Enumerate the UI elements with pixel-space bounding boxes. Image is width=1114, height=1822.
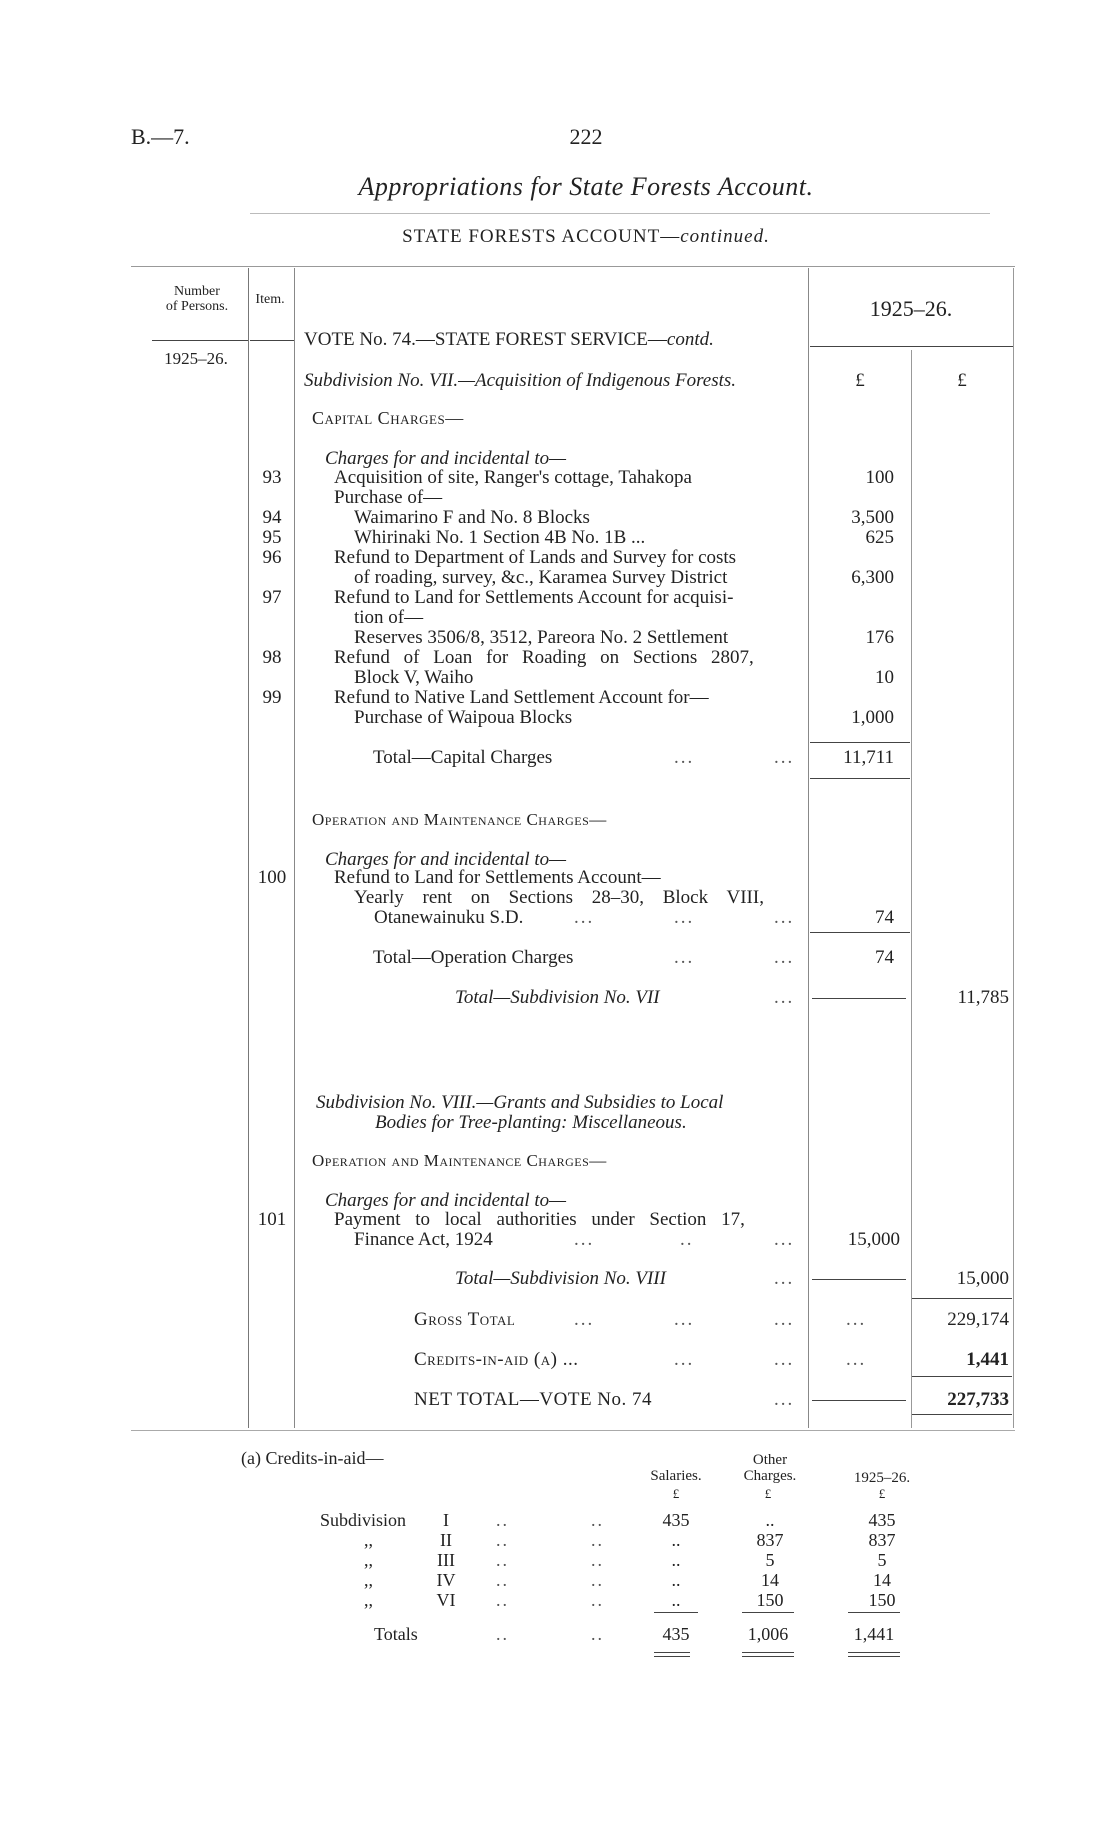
item-amount: 10 bbox=[875, 667, 894, 688]
footnote-row-total: 5 bbox=[877, 1550, 887, 1570]
net-total-label: NET TOTAL—VOTE No. 74 bbox=[414, 1389, 653, 1410]
footnote-row-roman: IV bbox=[436, 1570, 456, 1590]
footnote-totals-label: Totals bbox=[374, 1624, 418, 1644]
footnote-pound-3: £ bbox=[878, 1486, 886, 1501]
item-number: 98 bbox=[262, 647, 282, 668]
footnote-row-total: 150 bbox=[868, 1590, 896, 1610]
item-amount: 1,000 bbox=[851, 707, 894, 728]
gross-total-label: Gross Total bbox=[414, 1309, 516, 1330]
total-om-amount: 74 bbox=[875, 947, 894, 968]
credits-year-placeholder: ... bbox=[846, 1349, 867, 1370]
footnote-row-other: 837 bbox=[756, 1530, 784, 1550]
footnote-row-salaries: .. bbox=[671, 1570, 681, 1590]
page-subtitle: STATE FORESTS ACCOUNT—continued. bbox=[402, 226, 770, 247]
footnote-total-year: 1,441 bbox=[853, 1624, 895, 1644]
footnote-row-other: .. bbox=[765, 1510, 775, 1530]
footnote-row-roman: VI bbox=[436, 1590, 456, 1610]
footnote-row-salaries: .. bbox=[671, 1530, 681, 1550]
total-sub8-amount: 15,000 bbox=[956, 1268, 1009, 1289]
footnote-row-total: 435 bbox=[868, 1510, 896, 1530]
sub8-charges-label: Charges for and incidental to— bbox=[325, 1190, 567, 1211]
item-column-header: Item. bbox=[255, 292, 285, 307]
subdivision-8-heading-1: Subdivision No. VIII.—Grants and Subsidies to Local bbox=[316, 1092, 724, 1113]
item-text-line: Acquisition of site, Ranger's cottage, Tahakopa bbox=[334, 467, 692, 488]
item-text-line: Purchase of— bbox=[334, 487, 443, 508]
item-text-line: Refund of Loan for Roading on Sections 2807, bbox=[334, 647, 754, 668]
footnote-row-total: 14 bbox=[873, 1570, 891, 1590]
om-item-line-1: Refund to Land for Settlements Account— bbox=[334, 867, 661, 888]
footnote-total-other: 1,006 bbox=[747, 1624, 789, 1644]
om-charges-heading: Operation and Maintenance Charges— bbox=[312, 810, 607, 829]
item-text-line: Refund to Native Land Settlement Account for— bbox=[334, 687, 709, 708]
footnote-col-other: Other Charges. bbox=[743, 1452, 797, 1484]
item-text-line: Waimarino F and No. 8 Blocks bbox=[354, 507, 590, 528]
footnote-row-salaries: 435 bbox=[662, 1510, 690, 1530]
footnote-row-other: 150 bbox=[756, 1590, 784, 1610]
credits-in-aid-amount: 1,441 bbox=[966, 1349, 1009, 1370]
item-amount: 6,300 bbox=[851, 567, 894, 588]
item-text-line: of roading, survey, &c., Karamea Survey District bbox=[354, 567, 728, 588]
subdivision-8-heading-2: Bodies for Tree-planting: Miscellaneous. bbox=[375, 1112, 687, 1133]
credits-in-aid-label: Credits-in-aid (a) ... bbox=[414, 1349, 579, 1370]
footnote-col-salaries: Salaries. bbox=[650, 1468, 702, 1484]
total-capital-label: Total—Capital Charges bbox=[373, 747, 553, 768]
item-text-line: Purchase of Waipoua Blocks bbox=[354, 707, 573, 728]
capital-charges-heading: Capital Charges— bbox=[312, 408, 464, 428]
footnote-row-label: Subdivision bbox=[320, 1510, 407, 1530]
footnote-row-other: 14 bbox=[761, 1570, 779, 1590]
footnote-row-roman: III bbox=[437, 1550, 455, 1570]
footnote-row-total: 837 bbox=[868, 1530, 896, 1550]
sub8-item-amount: 15,000 bbox=[847, 1229, 900, 1250]
item-number: 95 bbox=[262, 527, 282, 548]
sub8-om-heading: Operation and Maintenance Charges— bbox=[312, 1151, 607, 1170]
persons-column-header: Number of Persons. bbox=[165, 284, 229, 314]
item-number: 96 bbox=[262, 547, 282, 568]
item-number: 94 bbox=[262, 507, 282, 528]
item-amount: 100 bbox=[865, 467, 894, 488]
footnote-row-roman: I bbox=[443, 1510, 449, 1530]
footnote-row-salaries: .. bbox=[671, 1590, 681, 1610]
footnote-col-year: 1925–26. bbox=[853, 1470, 911, 1486]
item-text-line: Refund to Department of Lands and Survey for costs bbox=[334, 547, 737, 568]
item-number-100: 100 bbox=[257, 867, 287, 888]
item-number: 93 bbox=[262, 467, 282, 488]
total-capital-amount: 11,711 bbox=[843, 747, 894, 768]
pound-sign-2: £ bbox=[957, 370, 967, 391]
footnote-row-label: ,, bbox=[364, 1550, 373, 1570]
vote-heading: VOTE No. 74.—STATE FOREST SERVICE—contd. bbox=[304, 329, 714, 350]
footnote-title: (a) Credits-in-aid— bbox=[241, 1448, 384, 1468]
om-item-amount: 74 bbox=[875, 907, 894, 928]
item-text-line: Reserves 3506/8, 3512, Pareora No. 2 Settlement bbox=[354, 627, 729, 648]
footnote-row-label: ,, bbox=[364, 1590, 373, 1610]
pound-sign-1: £ bbox=[855, 370, 865, 391]
item-number: 97 bbox=[262, 587, 282, 608]
om-charges-incidental-label: Charges for and incidental to— bbox=[325, 849, 567, 870]
footnote-row-label: ,, bbox=[364, 1530, 373, 1550]
om-item-line-3: Otanewainuku S.D. bbox=[374, 907, 524, 928]
total-om-label: Total—Operation Charges bbox=[373, 947, 574, 968]
sub8-item-line-1: Payment to local authorities under Section 17, bbox=[334, 1209, 745, 1230]
item-text-line: tion of— bbox=[354, 607, 424, 628]
item-amount: 3,500 bbox=[851, 507, 894, 528]
gross-year-placeholder: ... bbox=[846, 1309, 867, 1330]
item-amount: 176 bbox=[865, 627, 894, 648]
item-text-line: Block V, Waiho bbox=[354, 667, 474, 688]
item-amount: 625 bbox=[865, 527, 894, 548]
page-number: 222 bbox=[569, 124, 603, 149]
total-sub8-label: Total—Subdivision No. VIII bbox=[455, 1268, 666, 1289]
item-text-line: Whirinaki No. 1 Section 4B No. 1B ... bbox=[354, 527, 646, 548]
persons-year-label: 1925–26. bbox=[164, 349, 228, 368]
gross-total-amount: 229,174 bbox=[947, 1309, 1009, 1330]
footnote-pound-1: £ bbox=[672, 1486, 680, 1501]
footnote-total-salaries: 435 bbox=[662, 1624, 690, 1644]
document-ref: B.—7. bbox=[131, 124, 190, 149]
footnote-row-salaries: .. bbox=[671, 1550, 681, 1570]
year-column-header: 1925–26. bbox=[869, 296, 953, 321]
sub8-item-line-2: Finance Act, 1924 bbox=[354, 1229, 493, 1250]
page-title: Appropriations for State Forests Account. bbox=[358, 172, 814, 201]
footnote-row-roman: II bbox=[440, 1530, 452, 1550]
item-number-101: 101 bbox=[257, 1209, 287, 1230]
item-number: 99 bbox=[262, 687, 282, 708]
om-item-line-2: Yearly rent on Sections 28–30, Block VIII, bbox=[354, 887, 764, 908]
charges-incidental-label: Charges for and incidental to— bbox=[325, 448, 567, 469]
net-total-amount: 227,733 bbox=[947, 1389, 1009, 1410]
total-sub7-label: Total—Subdivision No. VII bbox=[455, 987, 660, 1008]
footnote-pound-2: £ bbox=[764, 1486, 772, 1501]
subdivision-7-heading: Subdivision No. VII.—Acquisition of Indigenous Forests. bbox=[304, 370, 737, 391]
footnote-row-other: 5 bbox=[765, 1550, 775, 1570]
footnote-row-label: ,, bbox=[364, 1570, 373, 1590]
item-text-line: Refund to Land for Settlements Account for acquisi- bbox=[334, 587, 734, 608]
total-sub7-amount: 11,785 bbox=[957, 987, 1009, 1008]
